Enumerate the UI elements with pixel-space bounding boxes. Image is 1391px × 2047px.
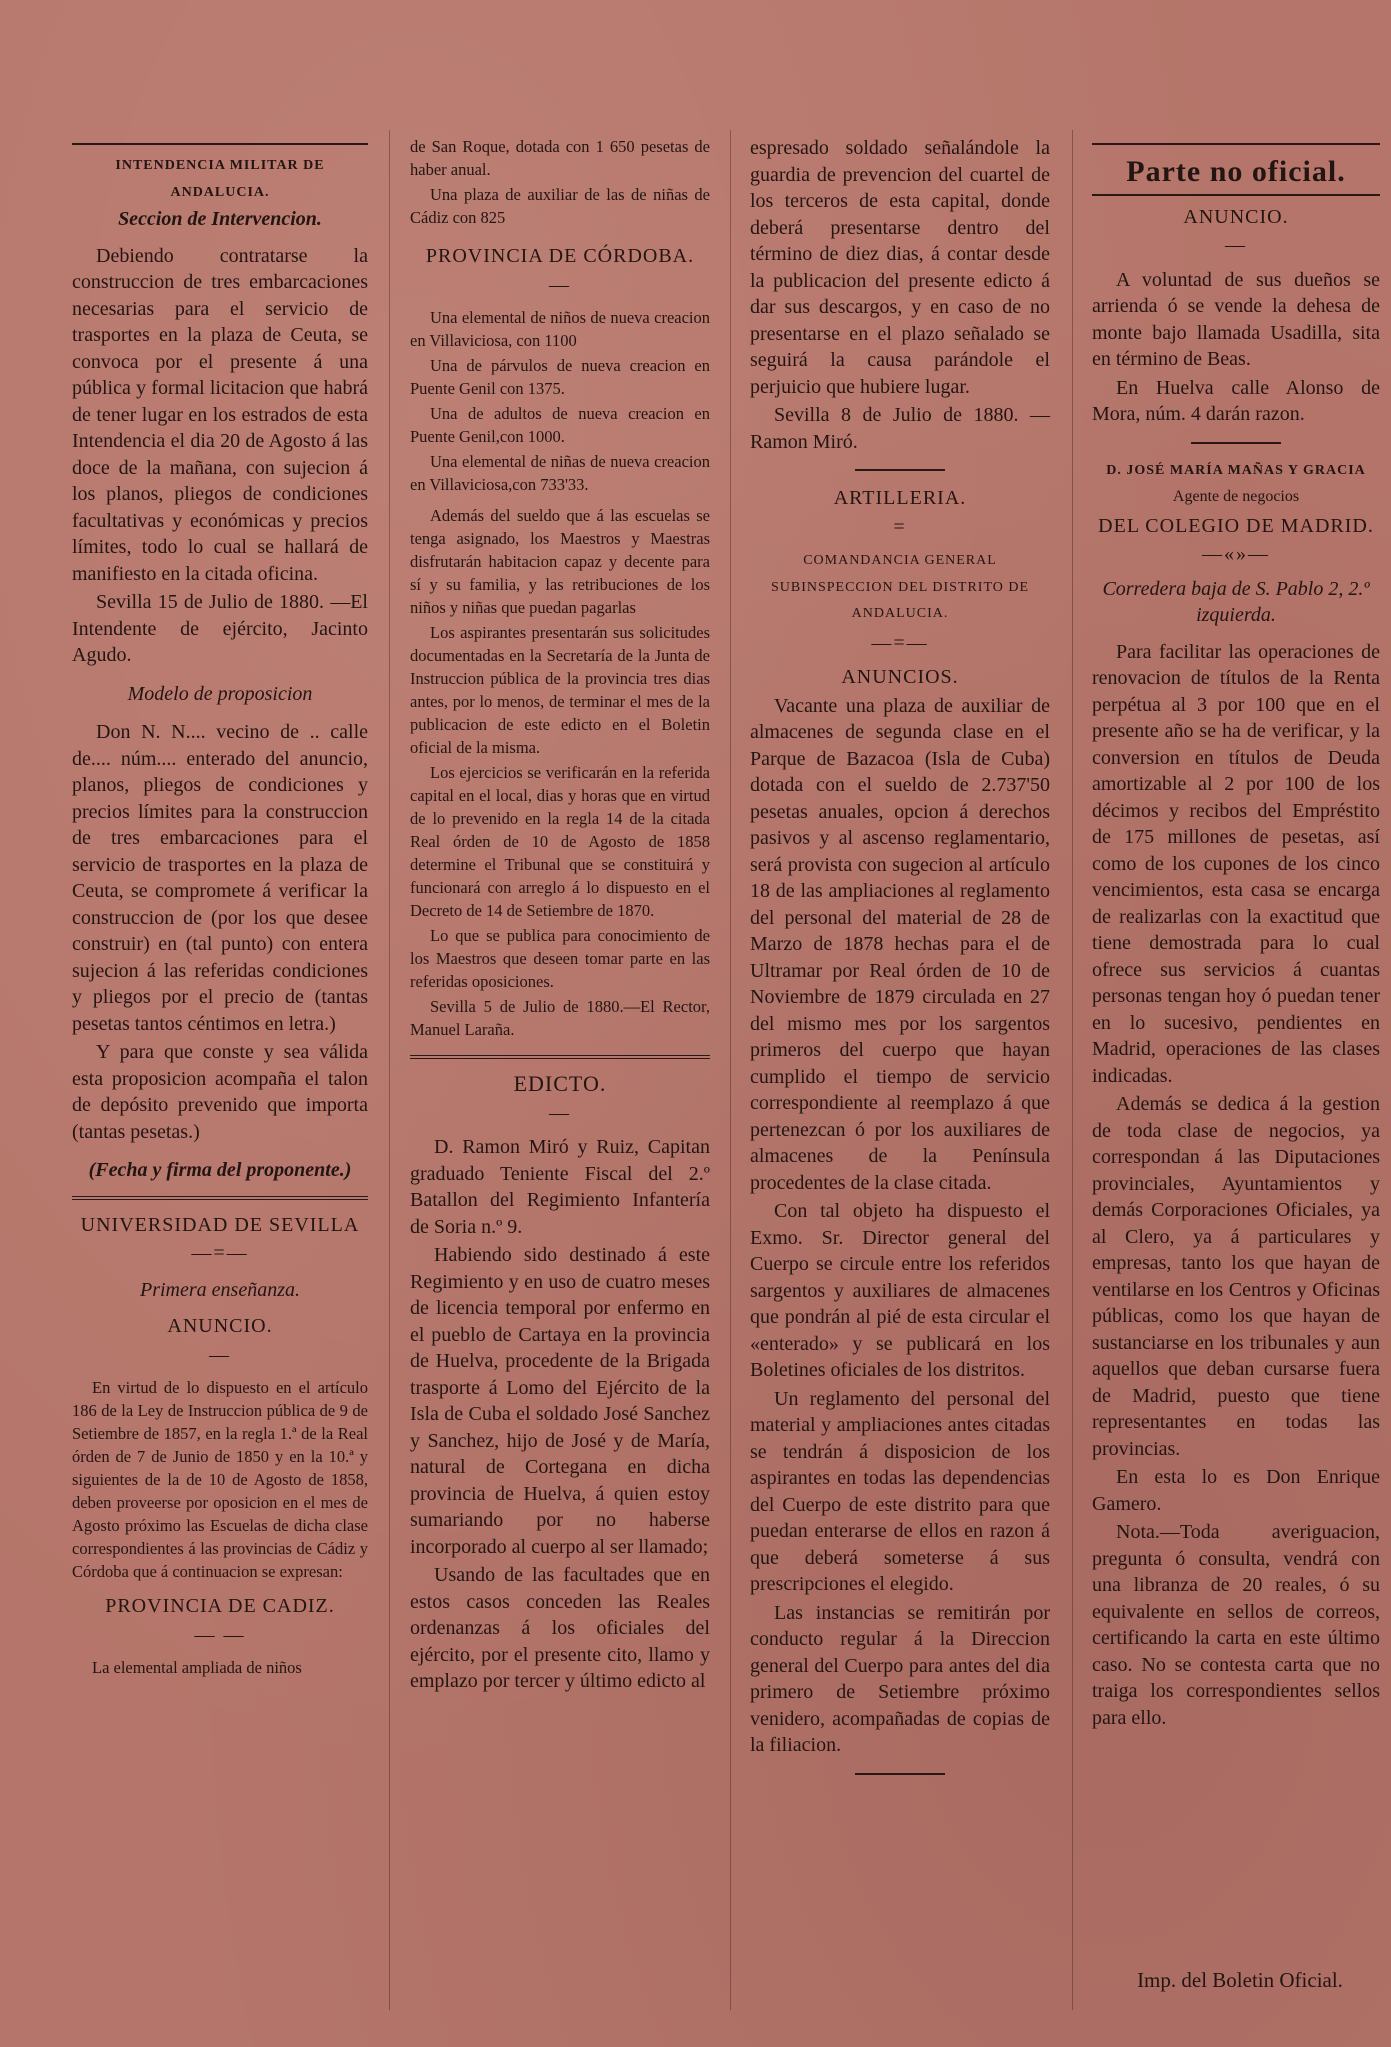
rule: [855, 469, 945, 471]
paragraph: Los ejercicios se verificarán en la referida capital en el local, dias y horas que en virtud de lo prevenido en la regla 14 de la citada Real órden de 10 de Agosto de 1858 determine el Tribunal que se constituirá y funcionará con arreglo á lo dispuesto en el Decreto de 14 de Setiembre de 1870.: [410, 763, 710, 920]
heading: ANUNCIO.: [167, 1315, 273, 1337]
heading: ANUNCIO.: [1183, 205, 1289, 228]
paragraph: Una plaza de auxiliar de las de niñas de Cádiz con 825: [410, 185, 710, 227]
paragraph: Para facilitar las operaciones de renovacion de títulos de la Renta perpétua al 3 por 100 que en el presente año se ha de verificar, y la conversion en títulos de Deuda amortizable al 2 por 100 de los décimos y recibos del Empréstito de 175 millones de pesetas, así como de los cupones de los cinco vencimientos, esta casa se encarga de realizarlas con la exactitud que tiene demostrada para lo cual ofrece sus servicios á cuantas personas tengan hoy ó puedan tener en lo sucesivo, pendientes en Madrid, operaciones de las clases indicadas.: [1092, 640, 1380, 1087]
column-4: [1092, 135, 1380, 1733]
dash: —«»—: [1202, 543, 1270, 565]
agent-role: Agente de negocios: [1172, 488, 1300, 505]
column-3: [750, 135, 1050, 1789]
paragraph: A voluntad de sus dueños se arrienda ó se vende la dehesa de monte bajo llamada Usadilla, sita en término de Beas.: [1092, 268, 1380, 370]
rule: [1092, 194, 1380, 196]
heading: ANUNCIOS.: [841, 666, 959, 688]
paragraph: Además del sueldo que á las escuelas se tenga asignado, los Maestros y Maestras disfrutarán habitacion capaz y decente para sí y su familia, y las retribuciones de los niños y niñas que puedan pagarlas: [410, 506, 710, 617]
paragraph: de San Roque, dotada con 1 650 pesetas de haber anual.: [410, 137, 710, 179]
paragraph: Un reglamento del personal del material y ampliaciones antes citadas se tendrán á disposicion de los aspirantes en todas las dependencias del Cuerpo de este distrito para que puedan enterarse de ellos en razon á que deberá someterse á sus prescripciones el elegido.: [750, 1387, 1050, 1595]
paragraph: D. Ramon Miró y Ruiz, Capitan graduado Teniente Fiscal del 2.º Batallon del Regimiento Infantería de Soria n.º 9.: [410, 1136, 710, 1238]
dash: —=—: [871, 631, 929, 654]
paragraph: Lo que se publica para conocimiento de los Maestros que deseen tomar parte en las referidas oposiciones.: [410, 926, 710, 991]
paragraph: Una de párvulos de nueva creacion en Puente Genil con 1375.: [410, 356, 710, 398]
column-divider: [1072, 130, 1073, 2010]
paragraph: En esta lo es Don Enrique Gamero.: [1092, 1466, 1380, 1515]
section-title: INTENDENCIA MILITAR DE ANDALUCIA.: [115, 158, 325, 200]
dash: —: [549, 273, 571, 296]
dash: —: [1225, 234, 1247, 256]
paragraph: La elemental ampliada de niños: [92, 1658, 302, 1677]
column-divider: [389, 130, 390, 2010]
heading: DEL COLEGIO DE MADRID.: [1098, 514, 1374, 537]
printer-imprint: Imp. del Boletin Oficial.: [1137, 1968, 1343, 1992]
rule: [1092, 143, 1380, 145]
rule: [72, 143, 368, 145]
model-title: Modelo de proposicion: [127, 682, 313, 705]
paragraph: Una de adultos de nueva creacion en Puente Genil,con 1000.: [410, 404, 710, 446]
paragraph: Y para que conste y sea válida esta proposicion acompaña el talon de depósito prevenido que importa (tantas pesetas.): [72, 1041, 368, 1143]
paragraph: espresado soldado señalándole la guardia de prevencion del cuartel de los terceros de esta capital, donde deberá presentarse dentro del término de diez dias, á contar desde la publicacion del presente edicto á dar sus descargos, y en caso de no presentarse en el plazo señalado se seguirá la causa parándole el perjuicio que hubiere lugar.: [750, 137, 1050, 398]
heading: PROVINCIA DE CADIZ.: [105, 1595, 335, 1617]
paragraph: Con tal objeto ha dispuesto el Exmo. Sr. Director general del Cuerpo se circule entre los referidos sargentos y auxiliares de almacenes que pondrán al pié de esta circular el «enterado» y se publicará en los Boletines oficiales de los distritos.: [750, 1200, 1050, 1381]
paragraph: Don N. N.... vecino de .. calle de.... núm.... enterado del anuncio, planos, pliegos de condiciones y precios límites para la construccion de tres embarcaciones para el servicio de trasportes en la plaza de Ceuta, se compromete á verificar la construccion de (por los que desee construir) en (tal punto) con entera sujecion á las referidas condiciones y pliegos por el precio de (tantas pesetas tantos céntimos en letra.): [72, 721, 368, 1035]
paragraph: Una elemental de niños de nueva creacion en Villaviciosa, con 1100: [410, 308, 710, 350]
paragraph: Debiendo contratarse la construccion de tres embarcaciones necesarias para el servicio de trasportes en la plaza de Ceuta, se convoca por el presente á una pública y formal licitacion que habrá de tener lugar en los estrados de esta Intendencia el dia 20 de Agosto á las doce de la mañana, con sujecion á los planos, pliegos de condiciones facultativas y económicas y precios límites, todo lo cual se hallará de manifiesto en la citada oficina.: [72, 244, 368, 585]
section-subtitle: Seccion de Intervencion.: [118, 208, 322, 230]
column-2: [410, 135, 710, 1697]
section-title: Parte no oficial.: [1126, 155, 1346, 188]
paragraph: En Huelva calle Alonso de Mora, núm. 4 darán razon.: [1092, 376, 1380, 425]
section-title: UNIVERSIDAD DE SEVILLA: [80, 1213, 360, 1236]
paragraph: Vacante una plaza de auxiliar de almacenes de segunda clase en el Parque de Bazacoa (Isla de Cuba) dotada con el sueldo de 2.737'50 pesetas anuales, opcion á derechos pasivos y al ascenso reglamentario, será provista con sugecion al artículo 18 de las ampliaciones al reglamento del personal del material de 28 de Marzo de 1878 hechas para el de Ultramar por Real órden de 10 de Noviembre de 1879 circulada en 27 del mismo mes por los sargentos primeros del cuerpo que hayan cumplido el tiempo de servicio correspondiente al reemplazo á que pertenezcan ó por los auxiliares de almacenes de la Península procedentes de la clase citada.: [750, 694, 1050, 1194]
column-1: [72, 135, 368, 1681]
paragraph: Sevilla 8 de Julio de 1880. —Ramon Miró.: [750, 404, 1050, 453]
section-title: COMANDANCIA GENERAL SUBINSPECCION DEL DISTRITO DE ANDALUCIA.: [770, 553, 1030, 621]
paragraph: Nota.—Toda averiguacion, pregunta ó consulta, vendrá con una libranza de 20 reales, ó su equivalente en sellos de correos, certificando la carta en este último caso. No se contesta carta que no traiga los correspondientes sellos para ello.: [1092, 1521, 1380, 1729]
heading: EDICTO.: [513, 1071, 607, 1096]
address: Corredera baja de S. Pablo 2, 2.º izquierda.: [1102, 577, 1370, 626]
paragraph: Las instancias se remitirán por conducto regular á la Direccion general del Cuerpo para antes del dia primero de Setiembre próximo venidero, acompañadas de copias de la filiacion.: [750, 1601, 1050, 1756]
column-divider: [730, 130, 731, 2010]
agent-name: D. JOSÉ MARÍA MAÑAS Y GRACIA: [1106, 462, 1366, 478]
paragraph: En virtud de lo dispuesto en el artículo 186 de la Ley de Instruccion pública de 9 de Setiembre de 1857, en la regla 1.ª de la Real órden de 7 de Junio de 1850 y en la 10.ª y siguientes de la de 10 de Agosto de 1858, deben proveerse por oposicion en el mes de Agosto próximo las Escuelas de dicha clase correspondientes á las provincias de Cádiz y Córdoba que á continuacion se expresan:: [72, 1378, 368, 1581]
rule: [72, 1196, 368, 1200]
section-subtitle: Primera enseñanza.: [140, 1278, 300, 1301]
paragraph: Habiendo sido destinado á este Regimiento y en uso de cuatro meses de licencia temporal por enfermo en el pueblo de Cartaya en la provincia de Huelva, procedente de la Brigada trasporte á Lomo del Ejército de la Isla de Cuba el soldado José Sanchez y Sanchez, hijo de José y de María, natural de Cortegana en dicha provincia de Huelva, á quien estoy sumariando por no haberse incorporado al cuerpo al ser llamado;: [410, 1244, 710, 1558]
dash: —: [549, 1101, 571, 1124]
paragraph: Sevilla 5 de Julio de 1880.—El Rector, Manuel Laraña.: [410, 997, 710, 1039]
dash: =: [893, 515, 907, 538]
dash: — —: [194, 1623, 246, 1646]
paragraph: Sevilla 15 de Julio de 1880. —El Intendente de ejército, Jacinto Agudo.: [72, 591, 368, 666]
paragraph: Además se dedica á la gestion de toda clase de negocios, ya correspondan á las Diputaciones provinciales, Ayuntamientos y demás Corporaciones Oficiales, ya al Clero, ya á particulares y empresas, tanto los que hayan de ventilarse en los Centros y Oficinas públicas, como los que hayan de sustanciarse en los tribunales y aun aquellos que deban cursarse fuera de Madrid, puesto que tiene representantes en todas las provincias.: [1092, 1093, 1380, 1460]
signature: (Fecha y firma del proponente.): [88, 1159, 352, 1181]
heading: PROVINCIA DE CÓRDOBA.: [425, 245, 695, 267]
rule: [855, 1773, 945, 1775]
rule: [1191, 442, 1281, 444]
dash: —: [209, 1343, 231, 1366]
dash: —=—: [191, 1242, 249, 1264]
rule: [410, 1055, 710, 1059]
paragraph: Usando de las facultades que en estos casos conceden las Reales ordenanzas á los oficiales del ejército, por el presente cito, llamo y emplazo por tercer y último edicto al: [410, 1564, 710, 1692]
paragraph: Los aspirantes presentarán sus solicitudes documentadas en la Secretaría de la Junta de Instruccion pública de la provincia tres dias antes, por lo menos, de terminar el mes de la publicacion de este edicto en el Boletin oficial de la misma.: [410, 623, 710, 757]
paragraph: Una elemental de niñas de nueva creacion en Villaviciosa,con 733'33.: [410, 452, 710, 494]
heading: ARTILLERIA.: [833, 487, 967, 509]
